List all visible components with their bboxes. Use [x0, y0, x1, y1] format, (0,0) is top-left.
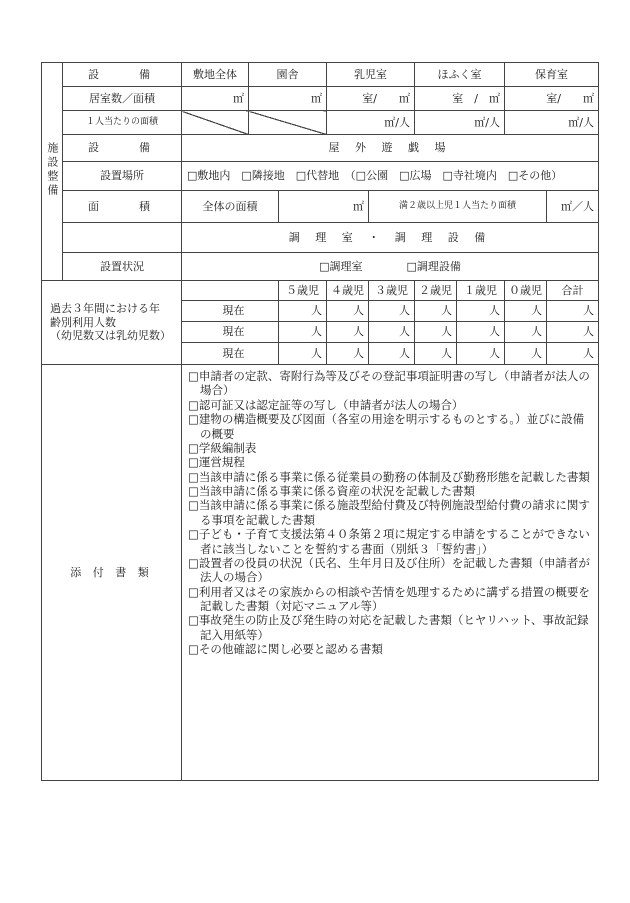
usage-corner-blank [182, 281, 279, 301]
age-header-total: 合計 [547, 281, 599, 301]
attachment-item[interactable]: □設置者の役員の状況（氏名、生年月日及び住所）を記載した書類（申請者が法人の場合） [188, 555, 590, 585]
usage-row-1-age5[interactable]: 人 [279, 301, 327, 322]
usage-row-3-total[interactable]: 人 [547, 343, 599, 365]
attachment-item[interactable]: □当該申請に係る事業に係る施設型給付費及び特例施設型給付費の請求に関する事項を記載した書類 [188, 498, 590, 527]
usage-row-3-age1[interactable]: 人 [457, 343, 505, 365]
crawling-per-person-field[interactable]: ㎡/人 [415, 111, 505, 135]
building-per-person-na [249, 111, 327, 135]
usage-row-1-total[interactable]: 人 [547, 301, 599, 322]
kitchen-blank-label [63, 223, 182, 253]
usage-row-2-age4[interactable]: 人 [327, 322, 369, 343]
attachment-item[interactable]: □子ども・子育て支援法第４０条第２項に規定する申請をすることができない者に該当しないことを誓約する書面（別紙３「誓約書」） [188, 527, 590, 556]
col-nursery-room: 保育室 [505, 63, 599, 87]
usage-row-3-age4[interactable]: 人 [327, 343, 369, 365]
per-child-area-field[interactable]: ㎡／人 [547, 191, 599, 223]
per-child-area-label: 満２歳以上児１人当たり面積 [369, 191, 547, 223]
usage-label-line-1: 過去３年間における年 [50, 301, 160, 315]
total-area-label: 全体の面積 [182, 191, 279, 223]
usage-row-2-age3[interactable]: 人 [369, 322, 415, 343]
attachment-item[interactable]: □学級編制表 [188, 440, 257, 455]
usage-row-2-pad [249, 322, 279, 343]
age-header-1: １歳児 [457, 281, 505, 301]
usage-row-1-age4[interactable]: 人 [327, 301, 369, 322]
room-area-label: 居室数／面積 [63, 87, 182, 111]
nursery-per-person-field[interactable]: ㎡/人 [505, 111, 599, 135]
usage-row-2-label: 現在 [182, 322, 249, 343]
col-crawling-room: ほふく室 [415, 63, 505, 87]
age-header-4: ４歳児 [327, 281, 369, 301]
attachment-item[interactable]: □認可証又は認定証等の写し（申請者が法人の場合） [188, 397, 464, 412]
usage-row-2-age1[interactable]: 人 [457, 322, 505, 343]
attachment-item[interactable]: □その他確認に関し必要と認める書類 [188, 642, 383, 657]
attachment-item[interactable]: □事故発生の防止及び発生時の対応を記載した書類（ヒヤリハット、事故記録記入用紙等） [188, 613, 589, 642]
location-options[interactable]: □敷地内 □隣接地 □代替地 （□公園 □広場 □寺社境内 □その他） [182, 162, 599, 191]
crawling-room-field[interactable]: 室 / ㎡ [415, 87, 505, 111]
kitchen-status-label: 設置状況 [63, 253, 182, 281]
facility-section-label: 施設整備 [42, 63, 63, 281]
infant-room-field[interactable]: 室/ ㎡ [327, 87, 415, 111]
attachments-list [182, 365, 599, 781]
site-per-person-na [182, 111, 249, 135]
usage-row-1-age3[interactable]: 人 [369, 301, 415, 322]
col-infant-room: 乳児室 [327, 63, 415, 87]
application-form-table [41, 62, 599, 781]
col-building: 園舎 [249, 63, 327, 87]
attachment-item[interactable]: □申請者の定款、寄附行為等及びその登記事項証明書の写し（申請者が法人の場合） [188, 369, 590, 398]
age-header-5: ５歳児 [279, 281, 327, 301]
age-header-2: ２歳児 [415, 281, 457, 301]
outdoor-equipment-label: 設 備 [63, 135, 182, 162]
age-header-0: ０歳児 [505, 281, 547, 301]
attachment-item[interactable]: □建物の構造概要及び図面（各室の用途を明示するものとする。）並びに設備の概要 [188, 412, 585, 441]
usage-row-3-age0[interactable]: 人 [505, 343, 547, 365]
usage-row-2-age0[interactable]: 人 [505, 322, 547, 343]
usage-row-1-age0[interactable]: 人 [505, 301, 547, 322]
outdoor-playground-title: 屋 外 遊 戯 場 [182, 135, 599, 162]
usage-label-line-2: 齢別利用人数 [50, 315, 116, 329]
equipment-header-label: 設 備 [63, 63, 182, 87]
usage-row-1-age2[interactable]: 人 [415, 301, 457, 322]
per-person-area-label: １人当たりの面積 [63, 111, 182, 135]
col-site-total: 敷地全体 [182, 63, 249, 87]
kitchen-status-options[interactable]: □調理室 □調理設備 [182, 253, 599, 281]
usage-row-3-age5[interactable]: 人 [279, 343, 327, 365]
building-area-field[interactable]: ㎡ [249, 87, 327, 111]
usage-row-2-age2[interactable]: 人 [415, 322, 457, 343]
usage-row-3-pad [249, 343, 279, 365]
usage-row-2-total[interactable]: 人 [547, 322, 599, 343]
attachment-item[interactable]: □当該申請に係る事業に係る資産の状況を記載した書類 [188, 484, 475, 498]
infant-per-person-field[interactable]: ㎡/人 [327, 111, 415, 135]
attachment-item[interactable]: □運営規程 [188, 455, 245, 470]
usage-row-3-age3[interactable]: 人 [369, 343, 415, 365]
nursery-room-field[interactable]: 室/ ㎡ [505, 87, 599, 111]
usage-row-1-pad [249, 301, 279, 322]
usage-row-3-label: 現在 [182, 343, 249, 365]
usage-row-2-age5[interactable]: 人 [279, 322, 327, 343]
usage-row-3-age2[interactable]: 人 [415, 343, 457, 365]
attachment-item[interactable]: □利用者又はその家族からの相談や苦情を処理するために講ずる措置の概要を記載した書類（対応マニュアル等） [188, 584, 590, 613]
age-header-3: ３歳児 [369, 281, 415, 301]
location-label: 設置場所 [63, 162, 182, 191]
usage-label [42, 281, 182, 365]
attachment-item[interactable]: □当該申請に係る事業に係る従業員の勤務の体制及び勤務形態を記載した書類 [188, 469, 590, 484]
usage-row-1-age1[interactable]: 人 [457, 301, 505, 322]
usage-row-1-label: 現在 [182, 301, 249, 322]
outdoor-area-label: 面 積 [63, 191, 182, 223]
usage-label-line-3: （幼児数又は乳幼児数） [50, 329, 171, 343]
kitchen-title: 調 理 室 ・ 調 理 設 備 [182, 223, 599, 253]
total-area-field[interactable]: ㎡ [279, 191, 369, 223]
attachments-label: 添 付 書 類 [42, 365, 182, 781]
site-area-field[interactable]: ㎡ [182, 87, 249, 111]
